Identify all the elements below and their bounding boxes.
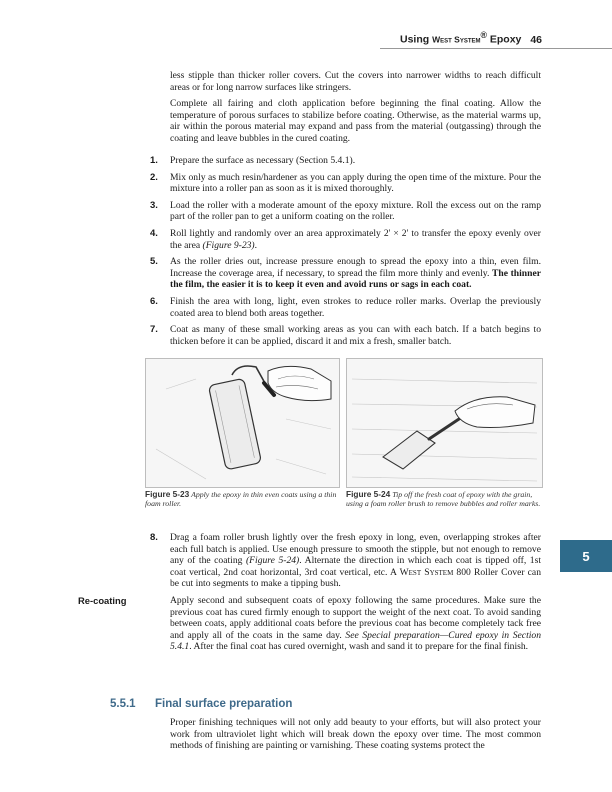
section-heading (110, 698, 292, 710)
intro-text (170, 70, 541, 150)
section-body: Proper finishing techniques will not only add beauty to your efforts, but will also protect your work from ultraviolet light which will break down the epoxy over time. The most common methods of finishing are painting or varnishing. These coating systems protect the (170, 717, 541, 752)
intro-paragraph-1: less stipple than thicker roller covers. Cut the covers into narrower widths to reach difficult areas or for long narrow surfaces like stringers. (170, 70, 541, 93)
intro-paragraph-2: Complete all fairing and cloth application before beginning the final coating. Allow the temperature of porous surfaces to stabilize before coating. Otherwise, as the material warms up, air within the porous material may expand and pass from the material (outgassing) through the coating and leave bubbles in the cured coating. (170, 98, 541, 144)
figure-5-23-foam-roller-illustration (145, 358, 340, 488)
section-number: 5.5.1 (110, 698, 136, 710)
page-header (0, 0, 612, 62)
figure-reference: (Figure 5-24) (245, 555, 300, 567)
figure-reference: (Figure 9-23) (202, 239, 255, 251)
step-item: 4. Roll lightly and randomly over an area approximately 2' × 2' to transfer the epoxy evenly over the area (Figure 9-23). (150, 227, 541, 251)
figure-5-24-caption: Figure 5-24 Tip off the fresh coat of epoxy with the grain, using a foam roller brush to remove bubbles and roller marks. (346, 489, 541, 509)
step-item: 2. Mix only as much resin/hardener as you can apply during the open time of the mixture. Pour the mixture into a roller pan as soon as it is mixed thoroughly. (150, 171, 541, 195)
recoating-text: Apply second and subsequent coats of epoxy following the same procedures. Make sure the previous coat has cured firmly enough to support the weight of the next coat. To avoid sanding between coats, apply additional coats before the previous coat has become completely tack free and apply all of the coats in the same day. See Special preparation—Cured epoxy in Section 5.4.1. After the final coat has cured overnight, wash and sand it to prepare for the final finish. (170, 595, 541, 653)
section-title: Final surface preparation (155, 698, 293, 710)
coating-steps (137, 155, 541, 352)
brand-name: West System (432, 34, 481, 45)
header-rule (380, 48, 612, 49)
step-item: 6. Finish the area with long, light, even strokes to reduce roller marks. Overlap the previously coated area to blend both areas together. (150, 295, 541, 319)
figure-5-24-roller-brush-illustration (346, 358, 543, 488)
section-reference: See Special preparation—Cured epoxy in Section 5.4.1 (170, 629, 541, 653)
step-item: 1. Prepare the surface as necessary (Section 5.4.1). (150, 155, 356, 166)
figure-5-23-caption: Figure 5-23 Apply the epoxy in thin even coats using a thin foam roller. (145, 489, 337, 509)
step-item: 5. As the roller dries out, increase pressure enough to spread the epoxy into a thin, even film. Increase the coverage area, if necessary, to spread the film more thinly and evenly. The thinner the film, the easier it is to keep it even and avoid runs or sags in each coat. (150, 256, 541, 291)
running-head: Using West System® Epoxy 46 (400, 30, 542, 46)
brand-name: West System (399, 566, 454, 578)
roller-brush-icon (347, 359, 542, 487)
recoating-label: Re-coating (78, 595, 127, 606)
step-8-block (137, 532, 541, 595)
step-item: 3. Load the roller with a moderate amount of the epoxy mixture. Roll the excess out on the ramp part of the roller pan to get a uniform coating on the roller. (150, 199, 541, 223)
step-item: 8. Drag a foam roller brush lightly over the fresh epoxy in long, even, overlapping strokes after each full batch is applied. Use enough pressure to smooth the stipple, but not enough to remove any of the coating (Figure 5-24). Alternate the direction in which each coat is tipped off, 1st coat vertical, 2nd coat horizontal, 3rd coat vertical, etc. A West System 800 Roller Cover can be cut into segments to make a tipping bush. (150, 532, 541, 590)
page-number: 46 (530, 33, 542, 46)
step-item: 7. Coat as many of these small working areas as you can with each batch. If a batch begins to thicken before it can be applied, discard it and mix a fresh, smaller batch. (150, 324, 541, 347)
emphasis-text: The thinner the film, the easier it is to keep it even and avoid runs or sags in each coat. (170, 267, 541, 291)
chapter-tab: 5 (560, 540, 612, 572)
foam-roller-icon (146, 359, 339, 487)
